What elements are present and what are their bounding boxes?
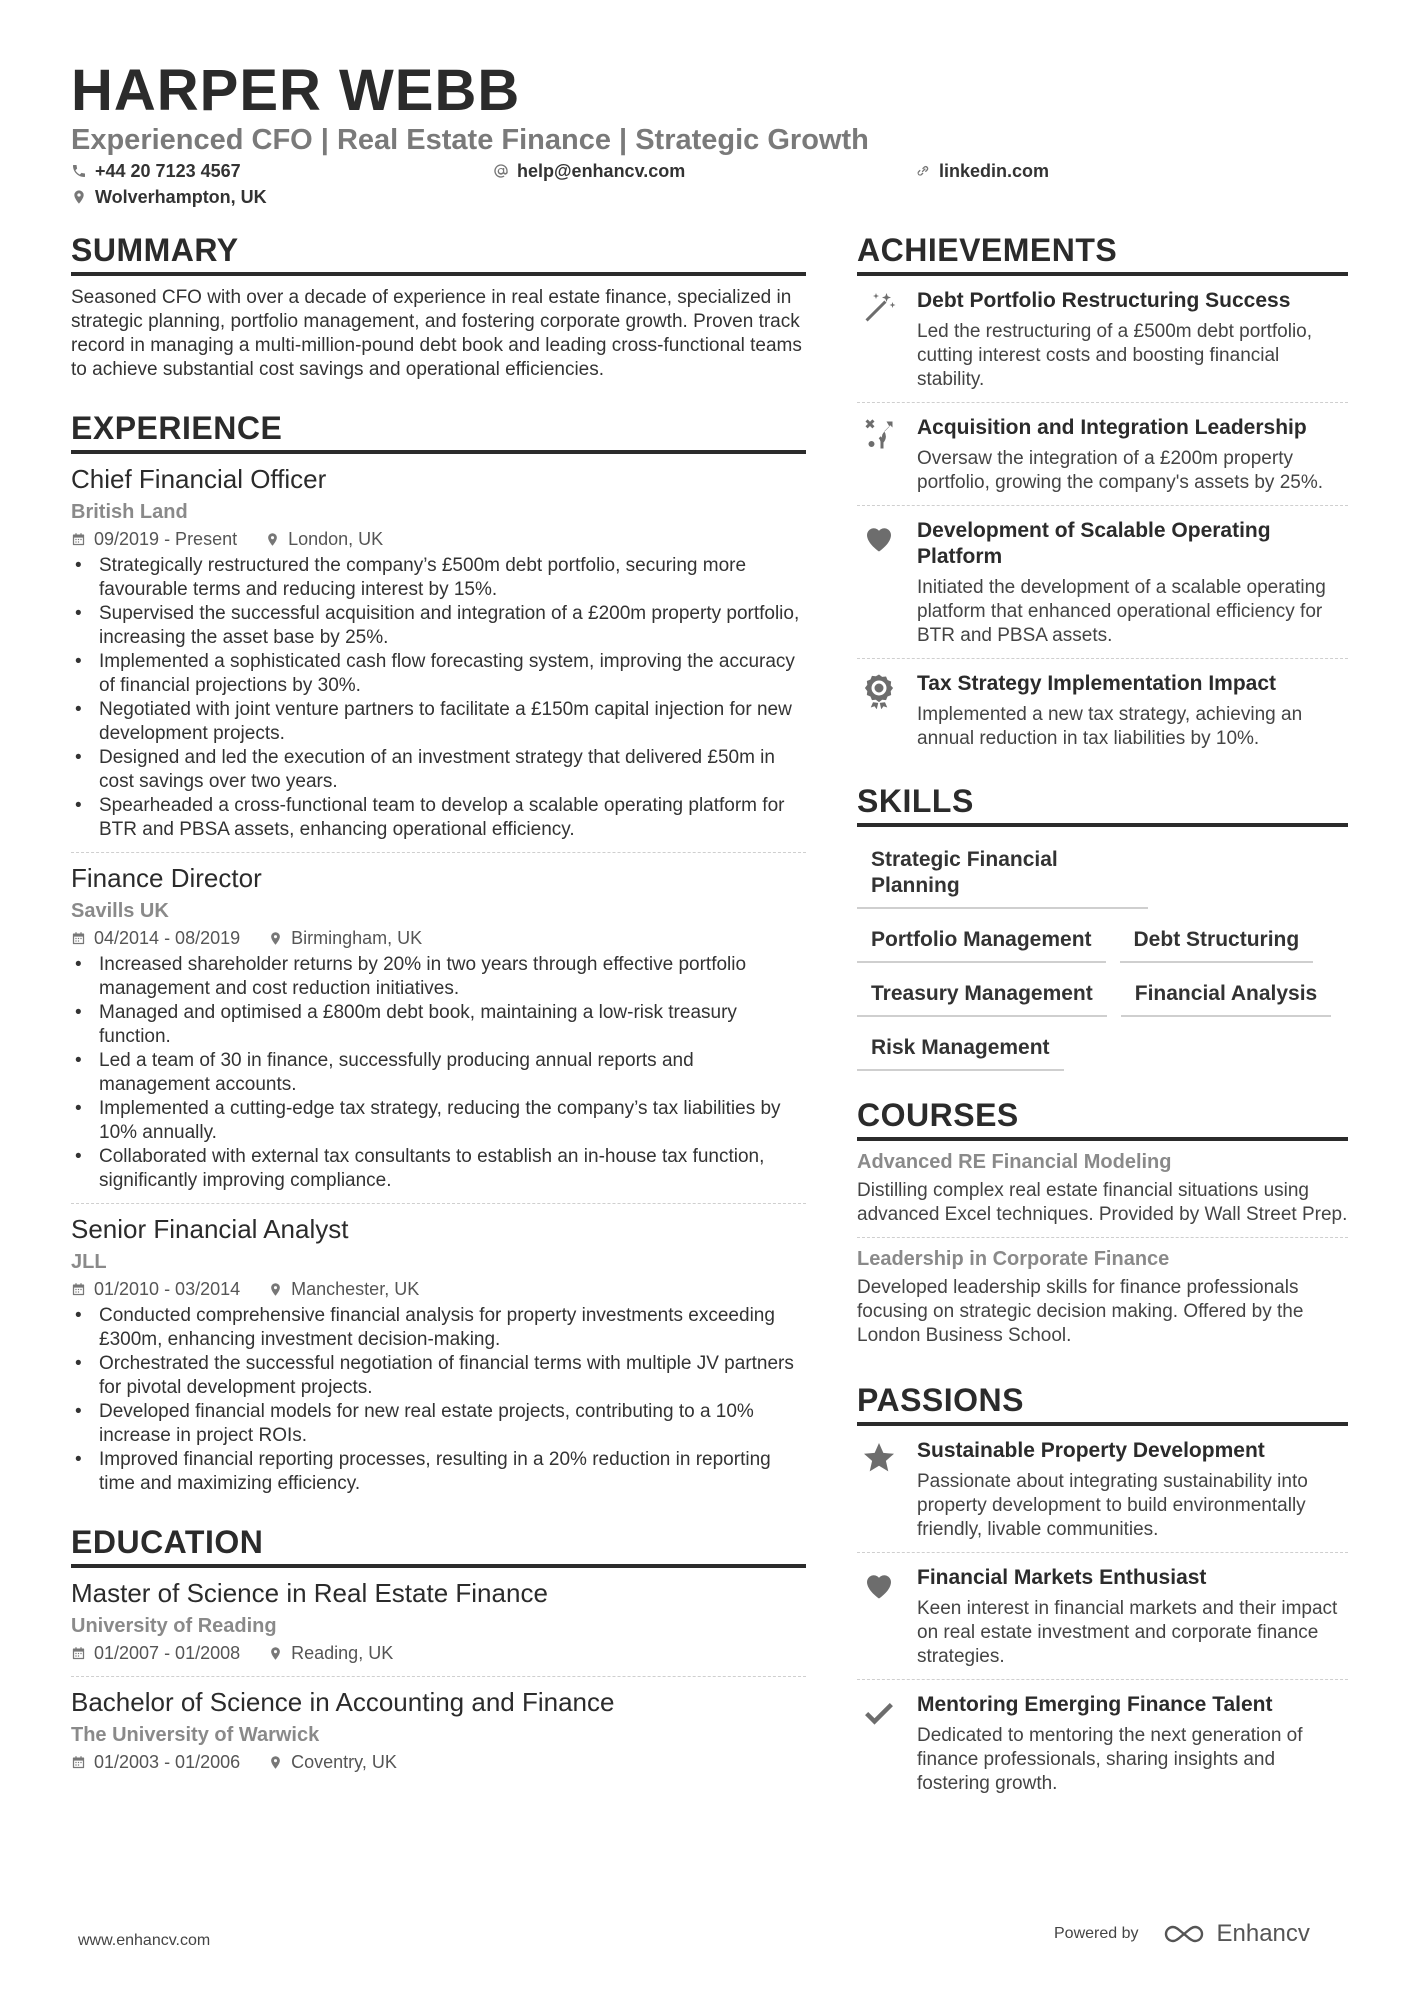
left-column — [71, 230, 806, 1785]
experience-heading: EXPERIENCE — [71, 408, 806, 454]
calendar-icon — [71, 532, 86, 547]
calendar-icon — [71, 1646, 86, 1661]
achievement-desc: Oversaw the integration of a £200m property portfolio, growing the company's assets by 25%. — [917, 448, 1324, 493]
bullet-item: • Designed and led the execution of an investment strategy that delivered £50m in cost savings over two years. — [71, 746, 806, 794]
calendar-icon — [71, 931, 86, 946]
education-dates-text: 01/2007 - 01/2008 — [94, 1643, 241, 1663]
bullet-item: • Implemented a cutting-edge tax strategy, reducing the company’s tax liabilities by 10% annually. — [71, 1097, 806, 1145]
strategy-path-icon — [861, 417, 897, 453]
contact-phone — [71, 160, 241, 182]
magic-wand-icon — [861, 290, 897, 326]
brand-name: Enhancv — [1216, 1920, 1310, 1947]
achievement-body — [917, 671, 1348, 751]
calendar-icon — [71, 1755, 86, 1770]
job-entry — [71, 1204, 806, 1506]
bullet-item: • Strategically restructured the company’s £500m debt portfolio, securing more favourable terms and reducing interest by 15%. — [71, 554, 806, 602]
passion-body — [917, 1438, 1348, 1542]
school-name: University of Reading — [71, 1615, 277, 1637]
location-pin-icon — [268, 1646, 283, 1661]
achievement-item — [857, 659, 1348, 761]
powered-by-text: Powered by — [1054, 1925, 1139, 1942]
achievement-icon-wrap — [857, 518, 901, 648]
passion-body — [917, 1692, 1348, 1796]
degree-title: Master of Science in Real Estate Finance — [71, 1578, 548, 1608]
email-text[interactable]: help@enhancv.com — [517, 161, 686, 181]
infinity-logo-icon — [1161, 1921, 1207, 1947]
achievements-section — [857, 230, 1348, 761]
job-title: Finance Director — [71, 863, 262, 893]
achievement-icon-wrap — [857, 288, 901, 392]
passion-title: Sustainable Property Development — [917, 1439, 1265, 1462]
job-meta — [71, 925, 806, 951]
passion-icon-wrap — [857, 1438, 901, 1542]
achievement-item — [857, 506, 1348, 659]
job-entry — [71, 853, 806, 1204]
bullet-item: • Developed financial models for new real estate projects, contributing to a 10% increase in project ROIs. — [71, 1400, 806, 1448]
job-location-text: Birmingham, UK — [291, 928, 423, 948]
bullet-item: • Led a team of 30 in finance, successfully producing annual reports and management accounts. — [71, 1049, 806, 1097]
skills-heading: SKILLS — [857, 781, 1348, 827]
education-dates — [71, 1640, 240, 1666]
education-entry — [71, 1677, 806, 1785]
summary-section — [71, 230, 806, 382]
achievement-body — [917, 518, 1348, 648]
achievement-title: Acquisition and Integration Leadership — [917, 416, 1307, 439]
heart-icon — [861, 1567, 897, 1603]
bullet-item: • Improved financial reporting processes, resulting in a 20% reduction in reporting time and maximizing efficiency. — [71, 1448, 806, 1496]
achievement-icon-wrap — [857, 415, 901, 495]
passion-icon-wrap — [857, 1565, 901, 1669]
achievement-icon-wrap — [857, 671, 901, 751]
phone-icon — [71, 163, 87, 179]
education-meta — [71, 1640, 806, 1666]
passions-heading: PASSIONS — [857, 1380, 1348, 1426]
achievement-title: Development of Scalable Operating Platform — [917, 519, 1271, 568]
education-location — [268, 1749, 397, 1775]
skill-tag: Debt Structuring — [1120, 923, 1314, 963]
education-location-text: Reading, UK — [291, 1643, 394, 1663]
education-dates — [71, 1749, 240, 1775]
passion-icon-wrap — [857, 1692, 901, 1796]
location-pin-icon — [265, 532, 280, 547]
contact-email[interactable] — [493, 160, 685, 182]
achievement-desc: Initiated the development of a scalable operating platform that enhanced operational efficiency for BTR and PBSA assets. — [917, 577, 1326, 646]
job-bullets — [71, 953, 806, 1193]
experience-section — [71, 408, 806, 1506]
achievement-desc: Led the restructuring of a £500m debt portfolio, cutting interest costs and boosting financial stability. — [917, 321, 1313, 390]
skill-tag: Risk Management — [857, 1031, 1064, 1071]
summary-heading: SUMMARY — [71, 230, 806, 276]
location-text: Wolverhampton, UK — [95, 187, 267, 207]
skill-tag: Portfolio Management — [857, 923, 1106, 963]
job-location — [268, 925, 422, 951]
education-heading: EDUCATION — [71, 1522, 806, 1568]
bullet-item: • Orchestrated the successful negotiation of financial terms with multiple JV partners for pivotal development projects. — [71, 1352, 806, 1400]
job-company: Savills UK — [71, 900, 169, 922]
education-location — [268, 1640, 393, 1666]
bullet-item: • Negotiated with joint venture partners to facilitate a £150m capital injection for new development projects. — [71, 698, 806, 746]
passion-item — [857, 1426, 1348, 1553]
footer-branding — [1054, 1920, 1310, 1948]
job-meta — [71, 526, 806, 552]
job-bullets — [71, 554, 806, 842]
job-title: Chief Financial Officer — [71, 464, 327, 494]
award-badge-icon — [861, 673, 897, 709]
job-location — [268, 1276, 419, 1302]
skill-tag: Treasury Management — [857, 977, 1107, 1017]
passion-item — [857, 1553, 1348, 1680]
contact-linkedin[interactable] — [915, 160, 1049, 182]
job-dates — [71, 1276, 240, 1302]
achievement-desc: Implemented a new tax strategy, achieving an annual reduction in tax liabilities by 10%. — [917, 704, 1303, 749]
passion-desc: Keen interest in financial markets and their impact on real estate investment and corporate finance strategies. — [917, 1598, 1338, 1667]
job-dates-text: 09/2019 - Present — [94, 529, 238, 549]
bullet-item: • Collaborated with external tax consultants to establish an in-house tax function, significantly improving compliance. — [71, 1145, 806, 1193]
skills-list — [857, 827, 1348, 1071]
education-location-text: Coventry, UK — [291, 1752, 397, 1772]
course-item — [857, 1238, 1348, 1358]
achievement-title: Debt Portfolio Restructuring Success — [917, 289, 1291, 312]
location-pin-icon — [268, 931, 283, 946]
achievement-item — [857, 276, 1348, 403]
passion-desc: Dedicated to mentoring the next generation of finance professionals, sharing insights and fostering growth. — [917, 1725, 1303, 1794]
courses-section — [857, 1095, 1348, 1358]
achievement-title: Tax Strategy Implementation Impact — [917, 672, 1277, 695]
education-meta — [71, 1749, 806, 1775]
contact-location — [71, 186, 267, 208]
job-bullets — [71, 1304, 806, 1496]
passion-title: Mentoring Emerging Finance Talent — [917, 1693, 1273, 1716]
courses-heading: COURSES — [857, 1095, 1348, 1141]
calendar-icon — [71, 1282, 86, 1297]
degree-title: Bachelor of Science in Accounting and Finance — [71, 1687, 615, 1717]
job-location-text: Manchester, UK — [291, 1279, 420, 1299]
achievements-heading: ACHIEVEMENTS — [857, 230, 1348, 276]
education-section — [71, 1522, 806, 1785]
achievement-body — [917, 415, 1348, 495]
summary-text: Seasoned CFO with over a decade of experience in real estate finance, specialized in strategic planning, portfolio management, and fostering corporate growth. Proven track record in managing a multi-million-pound debt book and leading cross-functional teams to achieve substantial cost savings and operational efficiencies. — [71, 287, 802, 380]
bullet-item: • Supervised the successful acquisition and integration of a £200m property portfolio, increasing the asset base by 25%. — [71, 602, 806, 650]
at-icon — [493, 163, 509, 179]
job-location-text: London, UK — [288, 529, 384, 549]
job-dates-text: 04/2014 - 08/2019 — [94, 928, 241, 948]
job-company: JLL — [71, 1251, 107, 1273]
location-pin-icon — [268, 1282, 283, 1297]
passion-title: Financial Markets Enthusiast — [917, 1566, 1207, 1589]
achievement-body — [917, 288, 1348, 392]
star-icon — [861, 1440, 897, 1476]
location-pin-icon — [268, 1755, 283, 1770]
phone-text: +44 20 7123 4567 — [95, 161, 241, 181]
job-dates — [71, 925, 240, 951]
brand-logo[interactable] — [1161, 1920, 1310, 1948]
course-item — [857, 1141, 1348, 1238]
checkmark-icon — [861, 1694, 897, 1730]
bullet-item: • Implemented a sophisticated cash flow forecasting system, improving the accuracy of financial projections by 30%. — [71, 650, 806, 698]
passion-item — [857, 1680, 1348, 1806]
job-meta — [71, 1276, 806, 1302]
link-icon — [915, 163, 931, 179]
course-desc: Distilling complex real estate financial situations using advanced Excel techniques. Provided by Wall Street Prep. — [857, 1180, 1348, 1225]
footer-website[interactable]: www.enhancv.com — [78, 1932, 211, 1949]
course-title: Leadership in Corporate Finance — [857, 1248, 1170, 1270]
job-location — [265, 526, 383, 552]
course-title: Advanced RE Financial Modeling — [857, 1151, 1172, 1173]
bullet-item: • Managed and optimised a £800m debt book, maintaining a low-risk treasury function. — [71, 1001, 806, 1049]
bullet-item: • Conducted comprehensive financial analysis for property investments exceeding £300m, enhancing investment decision-making. — [71, 1304, 806, 1352]
job-dates — [71, 526, 237, 552]
location-pin-icon — [71, 189, 87, 205]
education-entry — [71, 1568, 806, 1677]
school-name: The University of Warwick — [71, 1724, 320, 1746]
job-entry — [71, 454, 806, 853]
skill-tag: Financial Analysis — [1121, 977, 1331, 1017]
bullet-item: • Spearheaded a cross-functional team to develop a scalable operating platform for BTR and PBSA assets, enhancing operational efficiency. — [71, 794, 806, 842]
heart-icon — [861, 520, 897, 556]
job-title: Senior Financial Analyst — [71, 1214, 349, 1244]
passion-body — [917, 1565, 1348, 1669]
achievement-item — [857, 403, 1348, 506]
bullet-item: • Increased shareholder returns by 20% in two years through effective portfolio management and cost reduction initiatives. — [71, 953, 806, 1001]
candidate-tagline: Experienced CFO | Real Estate Finance | Strategic Growth — [71, 124, 869, 156]
education-dates-text: 01/2003 - 01/2006 — [94, 1752, 241, 1772]
course-desc: Developed leadership skills for finance professionals focusing on strategic decision making. Offered by the London Business School. — [857, 1277, 1304, 1346]
right-column — [857, 230, 1348, 1806]
candidate-name: HARPER WEBB — [71, 58, 521, 123]
job-company: British Land — [71, 501, 188, 523]
passions-section — [857, 1380, 1348, 1806]
skill-tag: Strategic Financial Planning — [857, 843, 1148, 909]
skills-section — [857, 781, 1348, 1071]
job-dates-text: 01/2010 - 03/2014 — [94, 1279, 241, 1299]
passion-desc: Passionate about integrating sustainability into property development to build environmentally friendly, livable communities. — [917, 1471, 1308, 1540]
linkedin-text[interactable]: linkedin.com — [939, 161, 1050, 181]
